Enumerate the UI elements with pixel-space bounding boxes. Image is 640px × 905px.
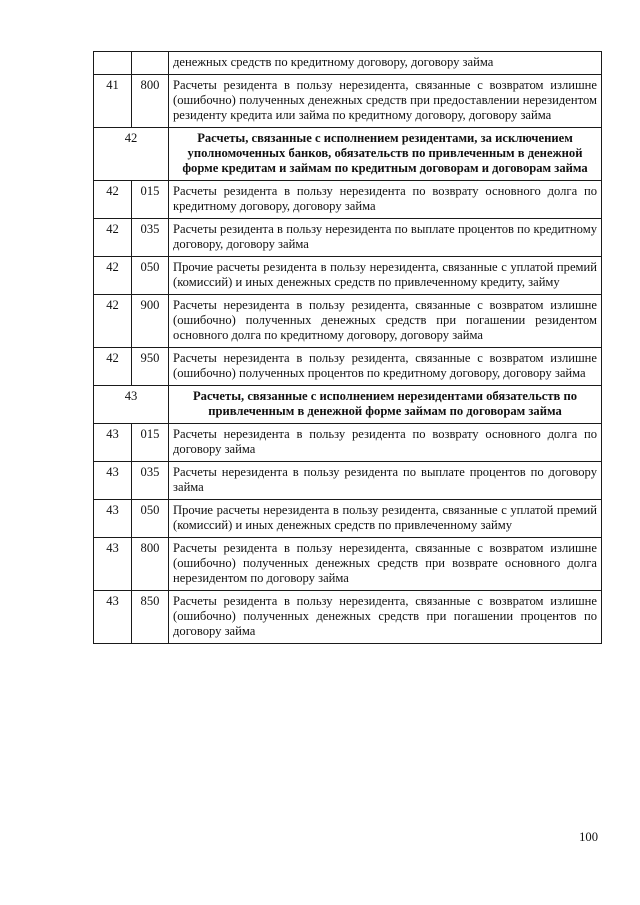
description-cell: денежных средств по кредитному договору, договору займа [169, 52, 602, 75]
subcode-cell: 035 [132, 462, 169, 500]
table-row [94, 181, 602, 219]
code-cell: 42 [94, 348, 132, 386]
code-cell: 42 [94, 257, 132, 295]
group-code-cell: 43 [94, 386, 169, 424]
table-row [94, 462, 602, 500]
description-cell: Расчеты нерезидента в пользу резидента по возврату основного долга по договору займа [169, 424, 602, 462]
code-cell: 43 [94, 424, 132, 462]
code-cell: 41 [94, 75, 132, 128]
code-cell: 43 [94, 462, 132, 500]
code-cell: 43 [94, 500, 132, 538]
code-cell [94, 52, 132, 75]
page-number: 100 [579, 830, 598, 844]
description-cell: Расчеты резидента в пользу нерезидента, связанные с возвратом излишне (ошибочно) полученных денежных средств при предоставлении нерезидентом резиденту кредита или займа по кредитному договору, договору займа [169, 75, 602, 128]
subcode-cell: 015 [132, 181, 169, 219]
group-header-row [94, 386, 602, 424]
subcode-cell: 050 [132, 257, 169, 295]
table-row-continuation [94, 52, 602, 75]
description-cell: Расчеты резидента в пользу нерезидента, связанные с возвратом излишне (ошибочно) полученных денежных средств при возврате основного долга нерезидентом по договору займа [169, 538, 602, 591]
group-code-cell: 42 [94, 128, 169, 181]
page-content [93, 51, 601, 644]
group-title-cell: Расчеты, связанные с исполнением нерезидентами обязательств по привлеченным в денежной форме займам по договорам займа [169, 386, 602, 424]
subcode-cell: 050 [132, 500, 169, 538]
table-row [94, 424, 602, 462]
subcode-cell: 015 [132, 424, 169, 462]
code-cell: 42 [94, 181, 132, 219]
group-title-cell: Расчеты, связанные с исполнением резидентами, за исключением уполномоченных банков, обязательств по привлеченным в денежной форме кредитам и займам по кредитным договорам и договорам займа [169, 128, 602, 181]
description-cell: Расчеты нерезидента в пользу резидента, связанные с возвратом излишне (ошибочно) полученных процентов по кредитному договору, договору займа [169, 348, 602, 386]
subcode-cell: 035 [132, 219, 169, 257]
code-cell: 43 [94, 591, 132, 644]
table-row [94, 500, 602, 538]
group-header-row [94, 128, 602, 181]
description-cell: Расчеты резидента в пользу нерезидента по выплате процентов по кредитному договору, договору займа [169, 219, 602, 257]
table-row [94, 538, 602, 591]
subcode-cell [132, 52, 169, 75]
code-cell: 42 [94, 295, 132, 348]
table-row [94, 257, 602, 295]
description-cell: Расчеты нерезидента в пользу резидента, связанные с возвратом излишне (ошибочно) полученных денежных средств при погашении резидентом основного долга по кредитному договору, договору займа [169, 295, 602, 348]
description-cell: Прочие расчеты нерезидента в пользу резидента, связанные с уплатой премий (комиссий) и иных денежных средств по привлеченному займу [169, 500, 602, 538]
operation-codes-table [93, 51, 602, 644]
description-cell: Прочие расчеты резидента в пользу нерезидента, связанные с уплатой премий (комиссий) и иных денежных средств по привлеченному кредиту, займу [169, 257, 602, 295]
description-cell: Расчеты резидента в пользу нерезидента по возврату основного долга по кредитному договору, договору займа [169, 181, 602, 219]
description-cell: Расчеты резидента в пользу нерезидента, связанные с возвратом излишне (ошибочно) полученных денежных средств при погашении процентов по договору займа [169, 591, 602, 644]
table-row [94, 295, 602, 348]
subcode-cell: 800 [132, 538, 169, 591]
table-row [94, 219, 602, 257]
subcode-cell: 850 [132, 591, 169, 644]
code-cell: 43 [94, 538, 132, 591]
subcode-cell: 800 [132, 75, 169, 128]
table-row [94, 591, 602, 644]
code-cell: 42 [94, 219, 132, 257]
subcode-cell: 950 [132, 348, 169, 386]
table-row [94, 348, 602, 386]
description-cell: Расчеты нерезидента в пользу резидента по выплате процентов по договору займа [169, 462, 602, 500]
table-row [94, 75, 602, 128]
subcode-cell: 900 [132, 295, 169, 348]
